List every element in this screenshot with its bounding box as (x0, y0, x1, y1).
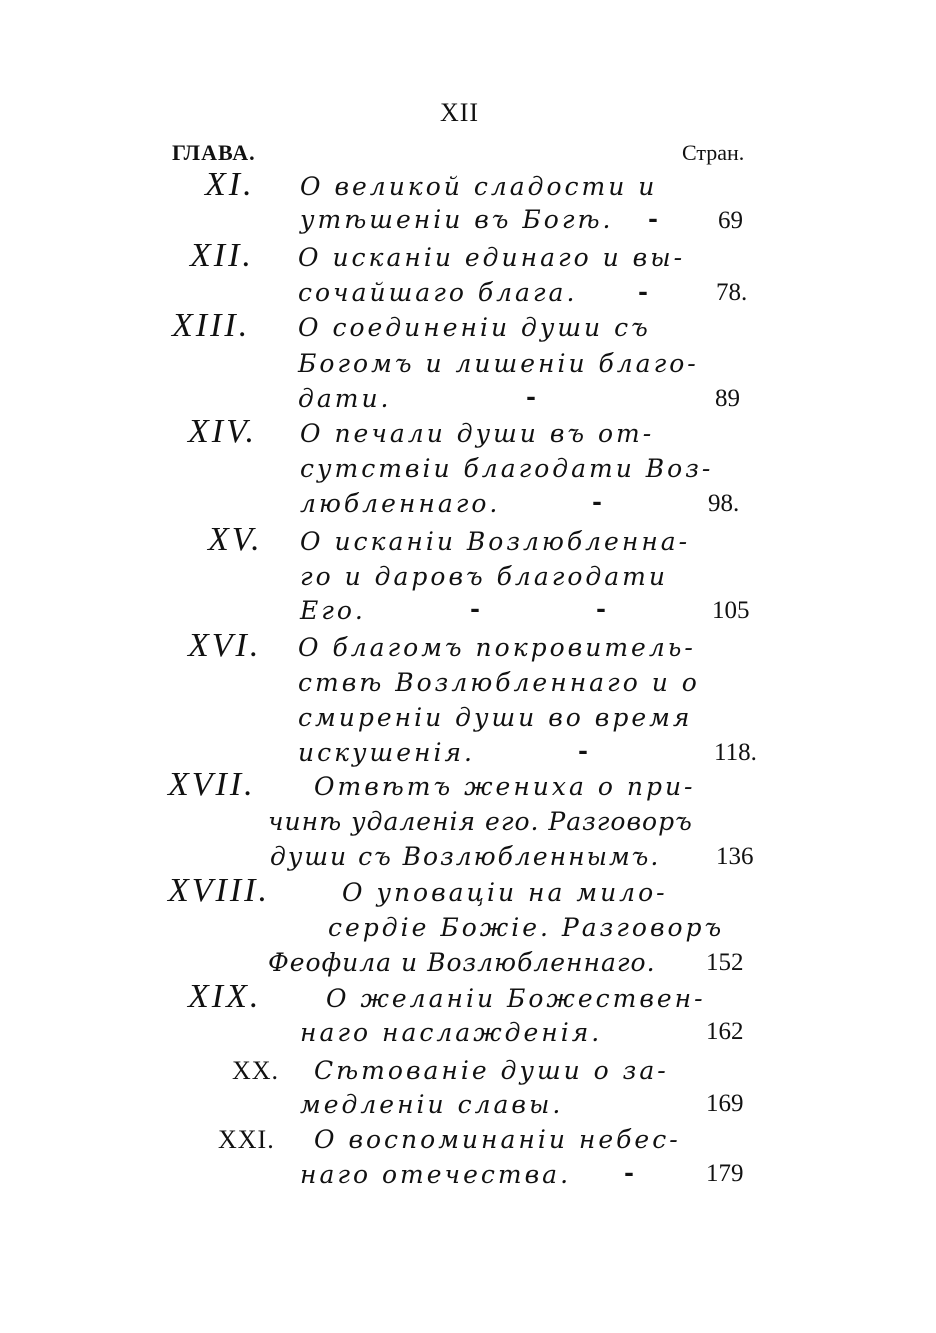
leader-dash: - (470, 594, 480, 623)
chapter-title-line: души съ Возлюбленнымъ. (270, 842, 661, 871)
chapter-numeral: XX. (232, 1056, 280, 1085)
chapter-numeral: XIII. (172, 307, 251, 344)
chapter-title-line: утѣшеніи въ Богѣ. (300, 205, 614, 234)
chapter-title-line: сердіе Божіе. Разговоръ (328, 913, 725, 942)
chapter-numeral: XVII. (168, 766, 256, 803)
chapter-page: 105 (712, 597, 750, 624)
chapter-title-line: смиреніи души во время (298, 703, 693, 732)
leader-dash: - (638, 277, 648, 306)
chapter-title-line: сутствіи благодати Воз- (300, 454, 714, 483)
chapter-numeral: XIX. (188, 978, 262, 1015)
chapter-numeral: XI. (205, 166, 255, 203)
chapter-numeral: XIV. (188, 413, 257, 450)
chapter-title-line: О воспоминаніи небес- (314, 1125, 681, 1154)
chapter-numeral: XVIII. (168, 872, 271, 909)
leader-dash: - (596, 594, 606, 623)
chapter-title-line: го и даровъ благодати (300, 562, 668, 591)
chapter-page: 98. (708, 490, 740, 517)
chapter-title-line: О соединеніи души съ (298, 313, 651, 342)
chapter-title-line: чинѣ удаленія его. Разговоръ (268, 807, 693, 836)
chapter-title-line: медленіи славы. (300, 1090, 564, 1119)
chapter-page: 89 (715, 385, 740, 412)
chapter-page: 179 (706, 1160, 744, 1187)
chapter-title-line: О благомъ покровитель- (298, 633, 696, 662)
chapter-title-line: Отвѣтъ жениха о при- (314, 772, 696, 801)
chapter-page: 162 (706, 1018, 744, 1045)
chapter-title-line: О великой сладости и (300, 172, 658, 201)
leader-dash: - (592, 487, 602, 516)
page-number: XII (440, 98, 480, 127)
chapter-page: 152 (706, 949, 744, 976)
chapter-title-line: любленнаго. (300, 489, 501, 518)
chapter-title-line: наго отечества. (300, 1160, 572, 1189)
chapter-column-header: ГЛАВА. (172, 140, 256, 165)
chapter-title-line: дати. (298, 384, 392, 413)
leader-dash: - (578, 736, 588, 765)
page-column-header: Стран. (682, 140, 745, 165)
chapter-page: 169 (706, 1090, 744, 1117)
chapter-title-line: Сѣтованіе души о за- (314, 1056, 669, 1085)
chapter-title-line: О печали души въ от- (300, 419, 655, 448)
chapter-numeral: XVI. (188, 627, 262, 664)
chapter-title-line: сочайшаго блага. (298, 278, 578, 307)
chapter-title-line: Феофила и Возлюбленнаго. (268, 948, 656, 977)
leader-dash: - (526, 382, 536, 411)
chapter-title-line: О исканіи единаго и вы- (298, 243, 686, 272)
chapter-numeral: XV. (208, 521, 263, 558)
chapter-title-line: ствѣ Возлюбленнаго и о (298, 668, 700, 697)
chapter-page: 78. (716, 279, 748, 306)
chapter-title-line: наго наслажденія. (300, 1018, 603, 1047)
chapter-title-line: О желаніи Божествен- (326, 984, 706, 1013)
chapter-page: 136 (716, 843, 754, 870)
chapter-title-line: О исканіи Возлюбленна- (300, 527, 691, 556)
leader-dash: - (648, 204, 658, 233)
chapter-title-line: О уповаціи на мило- (342, 878, 668, 907)
chapter-page: 118. (714, 739, 757, 766)
chapter-title-line: Богомъ и лишеніи благо- (298, 349, 699, 378)
chapter-numeral: XII. (190, 237, 254, 274)
chapter-title-line: Его. (300, 596, 366, 625)
chapter-numeral: XXI. (218, 1125, 275, 1154)
chapter-page: 69 (718, 207, 743, 234)
chapter-title-line: искушенія. (298, 738, 475, 767)
leader-dash: - (624, 1158, 634, 1187)
